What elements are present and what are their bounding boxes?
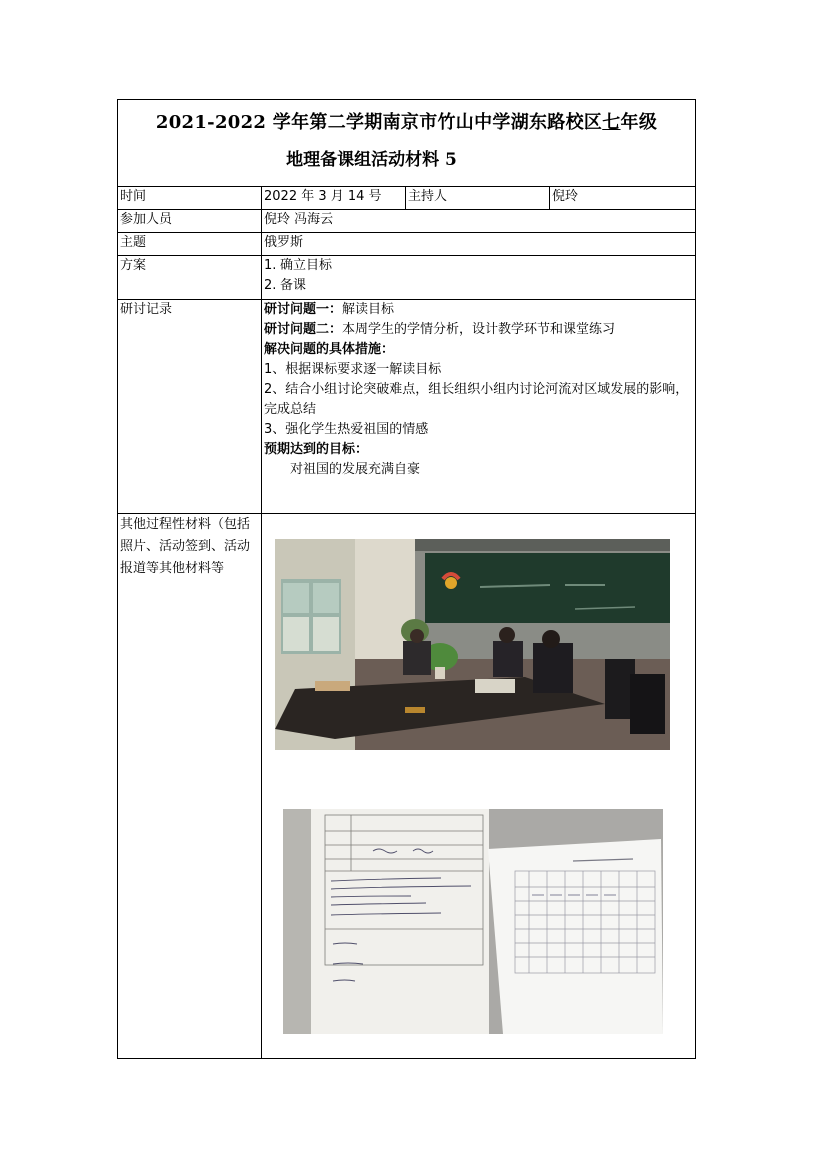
discussion-content xyxy=(262,300,696,514)
participants-value: 倪玲 冯海云 xyxy=(262,210,696,233)
theme-value: 俄罗斯 xyxy=(262,233,696,256)
plan-label: 方案 xyxy=(118,256,262,300)
document-title-line2: 地理备课组活动材料 5 xyxy=(286,150,457,170)
materials-content xyxy=(262,514,696,1059)
host-label: 主持人 xyxy=(406,187,550,210)
plan-list xyxy=(262,256,696,300)
theme-label: 主题 xyxy=(118,233,262,256)
list-item: 1. 确立目标 xyxy=(264,258,333,273)
grade-underlined: 七 xyxy=(602,112,621,133)
measures-heading: 解决问题的具体措施： xyxy=(264,342,395,357)
title-cell xyxy=(118,100,696,187)
sign-in-sheet-photo xyxy=(283,809,663,1034)
materials-label: 其他过程性材料（包括照片、活动签到、活动报道等其他材料等 xyxy=(118,514,262,1059)
measure-item: 1、根据课标要求逐一解读目标 xyxy=(264,362,442,377)
meeting-photo xyxy=(275,539,670,750)
time-value: 2022 年 3 月 14 号 xyxy=(262,187,406,210)
host-value: 倪玲 xyxy=(550,187,696,210)
time-label: 时间 xyxy=(118,187,262,210)
list-item: 2. 备课 xyxy=(264,278,307,293)
question-one: 研讨问题一：解读目标 xyxy=(264,302,395,317)
measure-item: 2、结合小组讨论突破难点，组长组织小组内讨论河流对区域发展的影响，完成总结 xyxy=(264,382,689,417)
question-two: 研讨问题二：本周学生的学情分析，设计教学环节和课堂练习 xyxy=(264,322,616,337)
discussion-label: 研讨记录 xyxy=(118,300,262,514)
measure-item: 3、强化学生热爱祖国的情感 xyxy=(264,422,429,437)
activity-record-table xyxy=(117,99,696,1059)
goal-text: 对祖国的发展充满自豪 xyxy=(290,462,421,477)
document-title-line1: 2021-2022 学年第二学期南京市竹山中学湖东路校区七年级 xyxy=(155,112,658,133)
participants-label: 参加人员 xyxy=(118,210,262,233)
goal-heading: 预期达到的目标： xyxy=(264,442,369,457)
